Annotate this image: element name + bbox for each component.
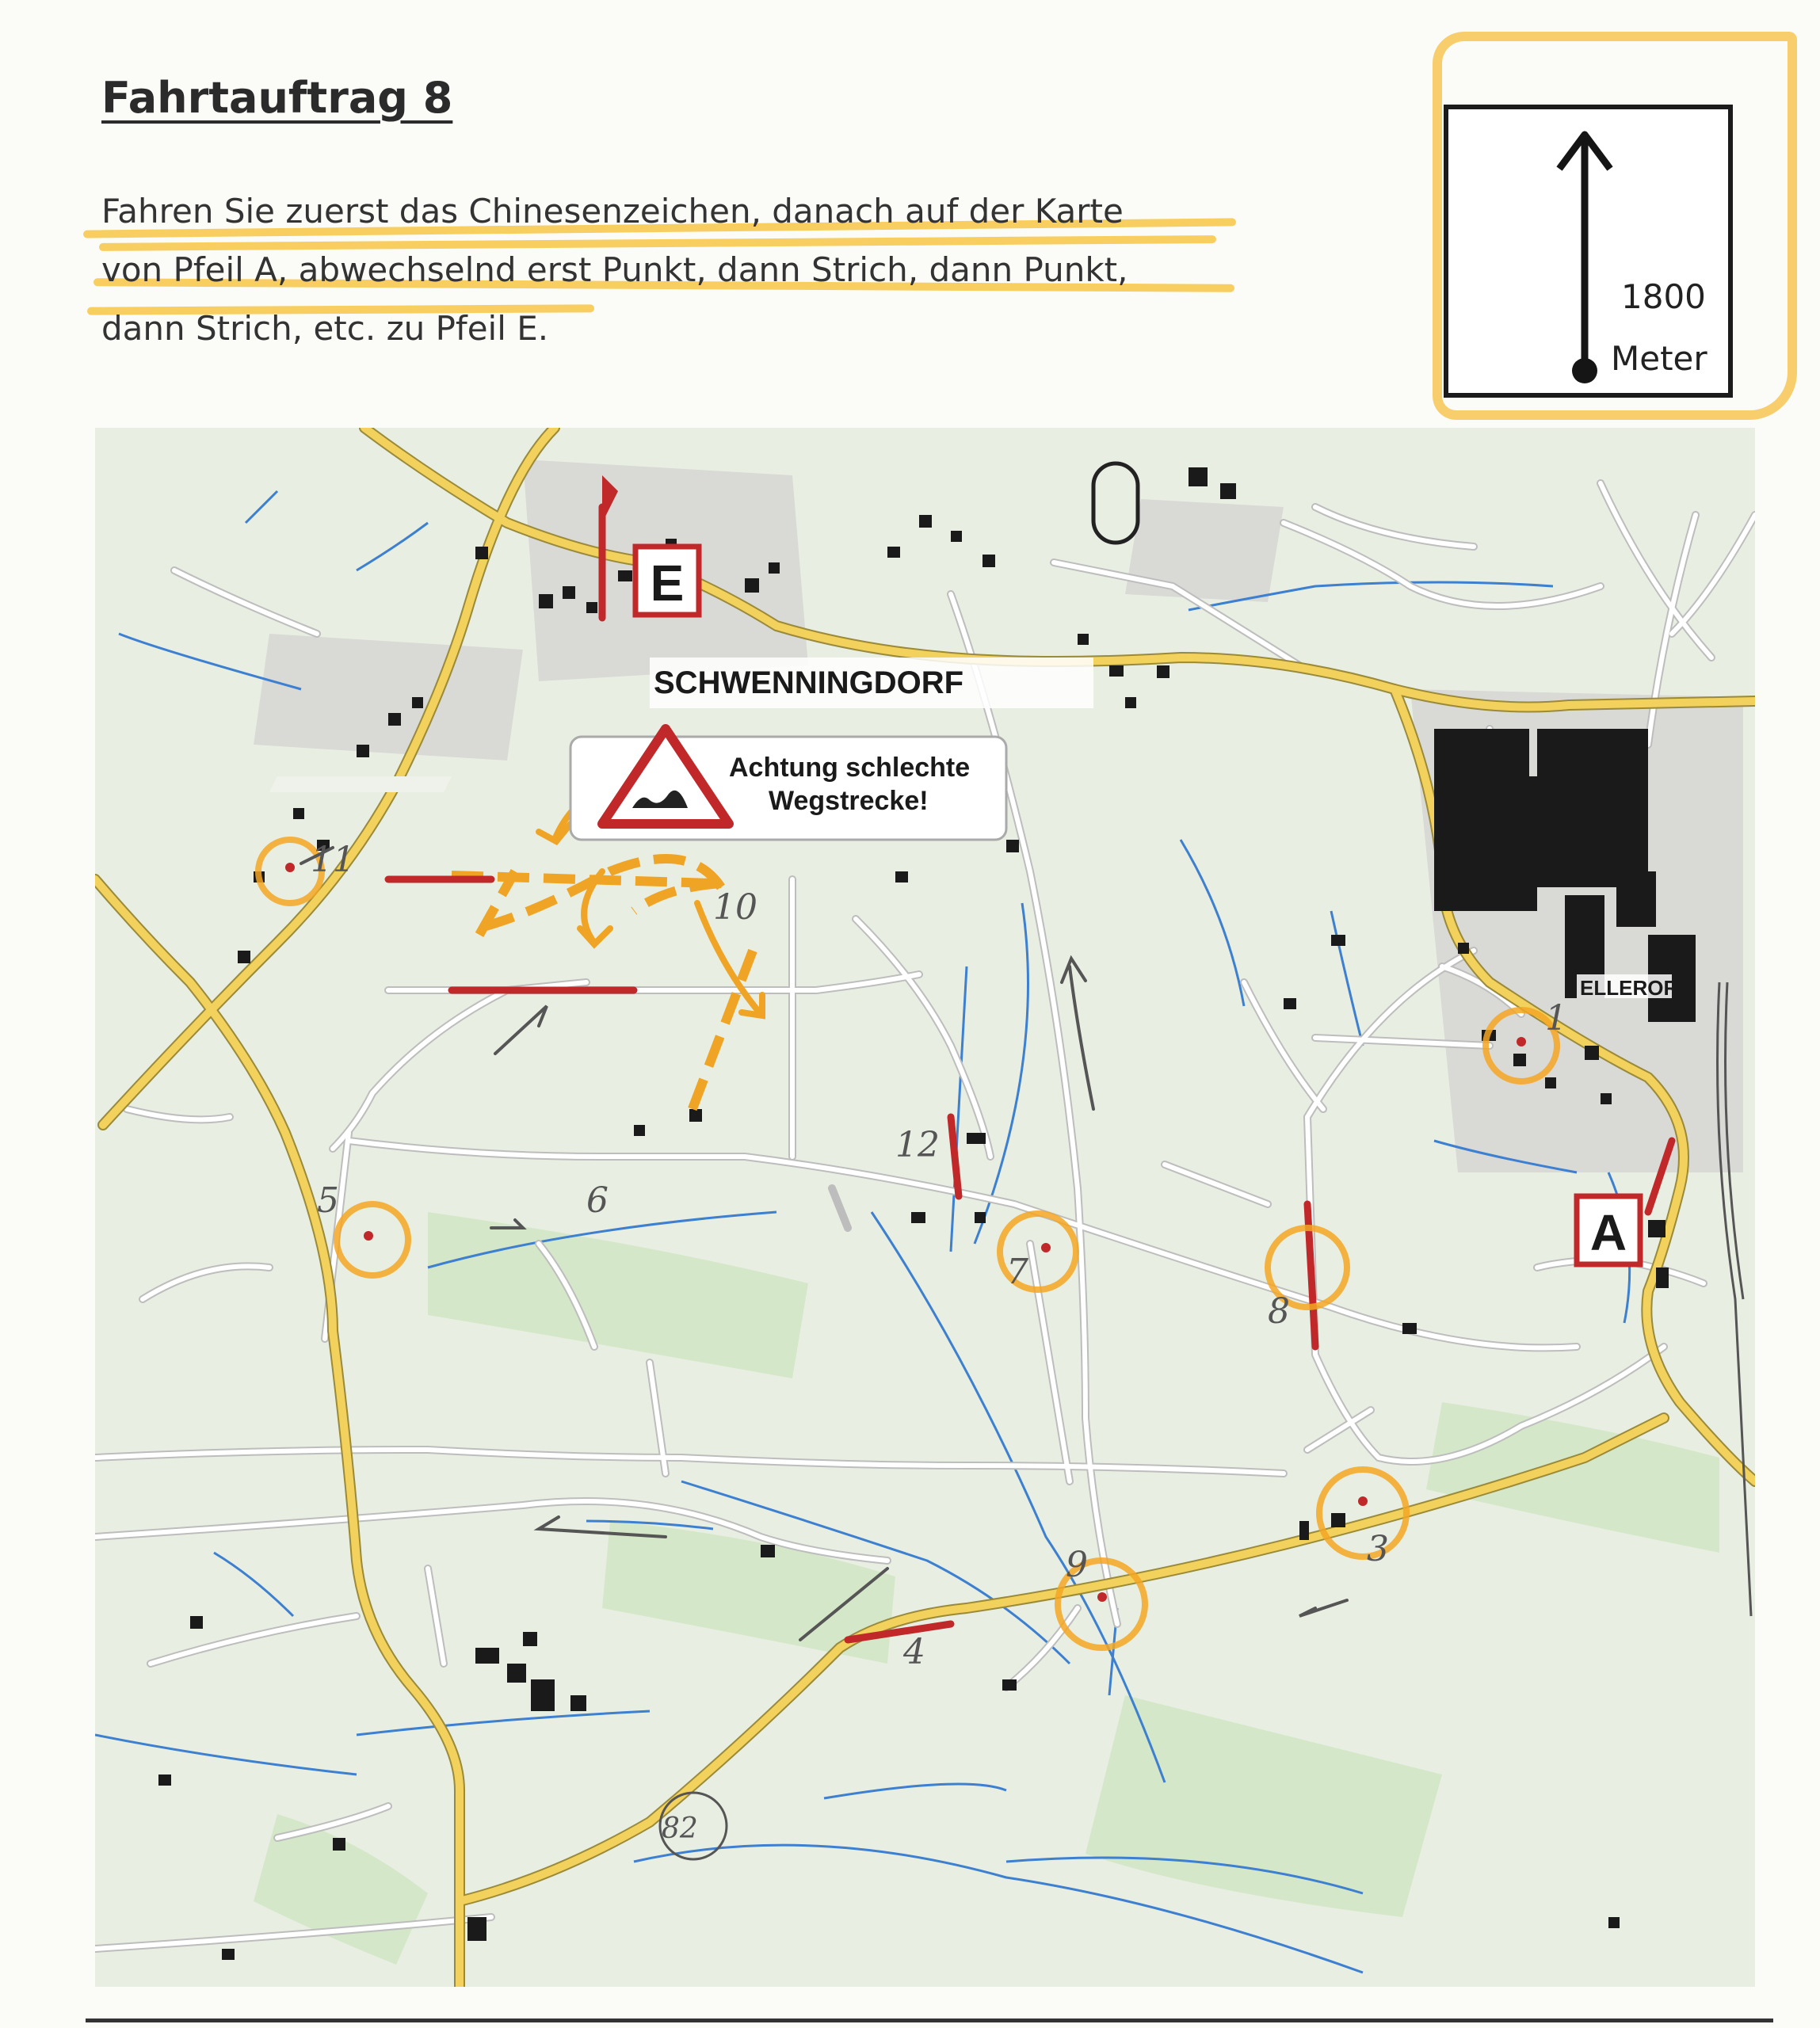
hw-9: 9 xyxy=(1066,1545,1088,1585)
hw-7: 7 xyxy=(1006,1252,1028,1292)
scale-box xyxy=(1444,105,1733,398)
warning-line-1: Achtung schlechte xyxy=(729,753,971,783)
page-title: Fahrtauftrag 8 xyxy=(101,73,453,123)
village-label: SCHWENNINGDORF xyxy=(654,665,964,700)
hw-5: 5 xyxy=(317,1180,339,1221)
hw-3: 3 xyxy=(1367,1529,1389,1569)
warning-sign xyxy=(570,729,1006,840)
instruction-line-1: Fahren Sie zuerst das Chinesenzeichen, danach auf der Karte xyxy=(101,192,1124,231)
hw-6: 6 xyxy=(586,1180,609,1221)
end-arrow-marker xyxy=(635,547,699,615)
start-label: A xyxy=(1589,1204,1627,1261)
scale-distance: 1800 xyxy=(1621,277,1706,316)
hw-12: 12 xyxy=(895,1125,940,1165)
hw-4: 4 xyxy=(903,1632,925,1672)
hw-11: 11 xyxy=(311,840,355,880)
map xyxy=(95,428,1755,1987)
hw-82: 82 xyxy=(662,1813,698,1845)
hw-8: 8 xyxy=(1268,1291,1290,1332)
scale-unit: Meter xyxy=(1611,339,1707,378)
hw-1: 1 xyxy=(1545,998,1567,1039)
warning-line-2: Wegstrecke! xyxy=(769,786,929,816)
instruction-line-2: von Pfeil A, abwechselnd erst Punkt, dann Strich, dann Punkt, xyxy=(101,250,1128,289)
start-arrow-marker xyxy=(1577,1196,1640,1264)
hw-10: 10 xyxy=(713,887,757,928)
bottom-rule xyxy=(86,2018,1773,2022)
instruction-text xyxy=(101,182,1274,358)
end-label: E xyxy=(650,555,685,612)
instruction-line-3: dann Strich, etc. zu Pfeil E. xyxy=(101,309,549,348)
hamlet-label: ELLERORT xyxy=(1580,976,1692,1000)
